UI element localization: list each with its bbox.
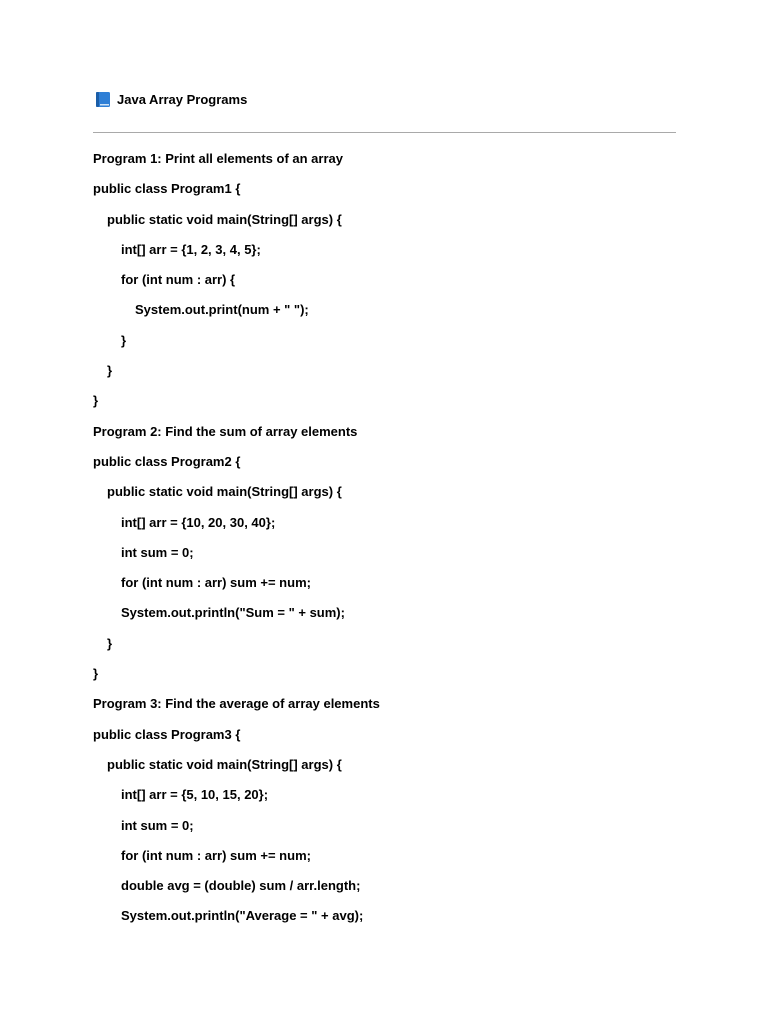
code-line: for (int num : arr) sum += num; — [121, 847, 311, 863]
code-line: int[] arr = {5, 10, 15, 20}; — [121, 787, 269, 803]
code-line: public class Program1 { — [93, 181, 241, 197]
code-line: public static void main(String[] args) { — [107, 756, 342, 772]
program-heading: Program 3: Find the average of array elements — [93, 696, 380, 712]
code-line: int sum = 0; — [121, 817, 194, 833]
code-line: System.out.println("Average = " + avg); — [121, 908, 364, 924]
code-listing — [93, 149, 713, 937]
code-line: int[] arr = {1, 2, 3, 4, 5}; — [121, 241, 261, 257]
code-line: System.out.println("Sum = " + sum); — [121, 605, 345, 621]
code-line: for (int num : arr) sum += num; — [121, 575, 311, 591]
document-title — [95, 89, 247, 109]
code-line: public static void main(String[] args) { — [107, 484, 342, 500]
code-line: int sum = 0; — [121, 544, 194, 560]
code-line: System.out.print(num + " "); — [135, 302, 309, 318]
program-heading: Program 2: Find the sum of array elements — [93, 423, 358, 439]
code-line: } — [107, 363, 113, 379]
document-title-text: Java Array Programs — [117, 91, 248, 107]
code-line: } — [121, 332, 127, 348]
program-heading: Program 1: Print all elements of an array — [93, 151, 343, 166]
code-line: public static void main(String[] args) { — [107, 211, 342, 227]
horizontal-divider — [93, 132, 676, 133]
code-line: } — [107, 635, 113, 651]
code-line: for (int num : arr) { — [121, 272, 236, 288]
code-line: } — [93, 393, 99, 409]
code-line: double avg = (double) sum / arr.length; — [121, 878, 361, 894]
code-line: public class Program3 { — [93, 726, 241, 742]
blue-book-icon — [95, 91, 111, 108]
code-line: public class Program2 { — [93, 453, 241, 469]
code-line: int[] arr = {10, 20, 30, 40}; — [121, 514, 276, 530]
code-line: } — [93, 666, 99, 682]
